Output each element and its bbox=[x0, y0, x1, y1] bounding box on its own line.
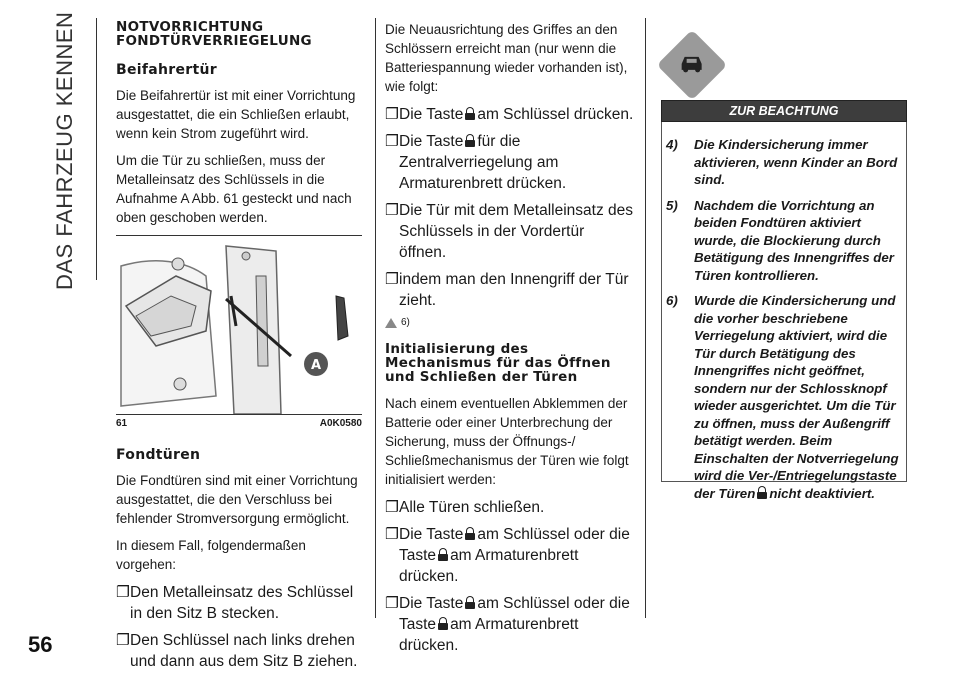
checkbox-bullet-icon: ❐ bbox=[385, 202, 399, 219]
note-title: ZUR BEACHTUNG bbox=[661, 100, 907, 122]
checkbox-bullet-icon: ❐ bbox=[385, 133, 399, 150]
list-item: ❐Den Schlüssel nach links drehen und dann aus dem Sitz B ziehen. bbox=[116, 632, 358, 670]
note-box bbox=[661, 122, 907, 501]
warning-triangle-icon bbox=[385, 318, 397, 328]
lock-icon bbox=[438, 548, 448, 561]
list-item: ❐Die Taste am Schlüssel oder die Taste am Armaturenbrett drücken. bbox=[385, 526, 630, 585]
paragraph: Die Fondtüren sind mit einer Vorrichtung ausgestattet, die den Verschluss bei fehlender Stromversorgung ermöglicht. bbox=[116, 473, 358, 526]
checkbox-bullet-icon: ❐ bbox=[116, 632, 130, 649]
list-item: ❐Die Tür mit dem Metalleinsatz des Schlüssels in der Vordertür öffnen. bbox=[385, 202, 634, 261]
list-item: ❐Alle Türen schließen. bbox=[385, 499, 545, 516]
warning-reference: 6) bbox=[385, 317, 635, 328]
list-item: ❐Die Taste am Schlüssel drücken. bbox=[385, 106, 634, 123]
paragraph: Die Neuausrichtung des Griffes an den Schlössern erreicht man (nur wenn die Batteriespannung wieder vorhanden ist), wie folgt: bbox=[385, 22, 628, 94]
paragraph: In diesem Fall, folgendermaßen vorgehen: bbox=[116, 538, 306, 572]
figure-code: A0K0580 bbox=[319, 418, 362, 429]
checkbox-bullet-icon: ❐ bbox=[385, 271, 399, 288]
paragraph: Nach einem eventuellen Abklemmen der Batterie oder einer Unterbrechung der Sicherung, muss der Öffnungs-/ Schließmechanismus der Türen wie folgt initialisiert werden: bbox=[385, 396, 629, 487]
lock-icon bbox=[438, 617, 448, 630]
section-title: DAS FAHRZEUG KENNEN bbox=[52, 11, 77, 290]
column-right bbox=[661, 20, 907, 501]
figure-caption bbox=[116, 414, 362, 429]
car-warning-icon bbox=[678, 52, 706, 74]
checkbox-bullet-icon: ❐ bbox=[385, 595, 399, 612]
list-item: ❐indem man den Innengriff der Tür zieht. bbox=[385, 271, 629, 309]
checkbox-bullet-icon: ❐ bbox=[385, 499, 399, 516]
lock-icon bbox=[757, 486, 767, 499]
section-heading: Initialisierung des Mechanismus für das Öffnen und Schließen der Türen bbox=[385, 341, 611, 385]
list-item: ❐Die Taste für die Zentralverriegelung am Armaturenbrett drücken. bbox=[385, 133, 567, 192]
door-lock-illustration bbox=[116, 236, 362, 414]
checkbox-bullet-icon: ❐ bbox=[385, 106, 399, 123]
lock-icon bbox=[465, 134, 475, 147]
side-divider bbox=[96, 18, 97, 280]
column-divider bbox=[375, 18, 376, 618]
page-number: 56 bbox=[28, 632, 53, 657]
lock-icon bbox=[465, 107, 475, 120]
column-middle bbox=[385, 20, 635, 662]
lock-icon bbox=[465, 527, 475, 540]
note-item: 5) Nachdem die Vorrichtung an beiden Fondtüren aktiviert wurde, die Blockierung durch Betätigung des Innengriffes der Türen kontrollieren. bbox=[666, 197, 894, 283]
section-heading: NOTVORRICHTUNG bbox=[116, 19, 264, 35]
checkbox-bullet-icon: ❐ bbox=[116, 584, 130, 601]
section-heading: FONDTÜRVERRIEGELUNG bbox=[116, 33, 312, 49]
list-item: ❐Die Taste am Schlüssel oder die Taste am Armaturenbrett drücken. bbox=[385, 595, 630, 654]
figure-door-lock bbox=[116, 235, 362, 414]
note-item: 4) Die Kindersicherung immer aktivieren, wenn Kinder an Bord sind. bbox=[666, 137, 898, 187]
warning-badge bbox=[657, 30, 728, 101]
figure-number: 61 bbox=[116, 418, 128, 429]
column-divider bbox=[645, 18, 646, 618]
paragraph: Um die Tür zu schließen, muss der Metalleinsatz des Schlüssels in die Aufnahme A Abb. 61 gesteckt und nach oben geschoben werden. bbox=[116, 153, 352, 225]
subheading-front-passenger-door: Beifahrertür bbox=[116, 62, 217, 78]
note-item: 6) Wurde die Kindersicherung und die vorher beschriebene Verriegelung aktiviert, wird die Tür durch Betätigung des Innengriffes nicht geöffnet, sondern nur der Schlossknopf wieder ausgerichtet. Um die Tür zu öffnen, muss der Außengriff betätigt werden. Beim Einschalten der Notverriegelung wird die Ver-/Entriegelungstaste der Türen nicht deaktiviert. bbox=[666, 293, 899, 501]
checkbox-bullet-icon: ❐ bbox=[385, 526, 399, 543]
paragraph: Die Beifahrertür ist mit einer Vorrichtung ausgestattet, die ein Schließen erlaubt, wenn kein Strom zugeführt wird. bbox=[116, 88, 356, 141]
lock-icon bbox=[465, 596, 475, 609]
list-item: ❐Den Metalleinsatz des Schlüssel in den Sitz B stecken. bbox=[116, 584, 354, 622]
subheading-rear-doors: Fondtüren bbox=[116, 447, 201, 463]
column-left bbox=[116, 20, 364, 678]
svg-text:A: A bbox=[310, 358, 322, 373]
